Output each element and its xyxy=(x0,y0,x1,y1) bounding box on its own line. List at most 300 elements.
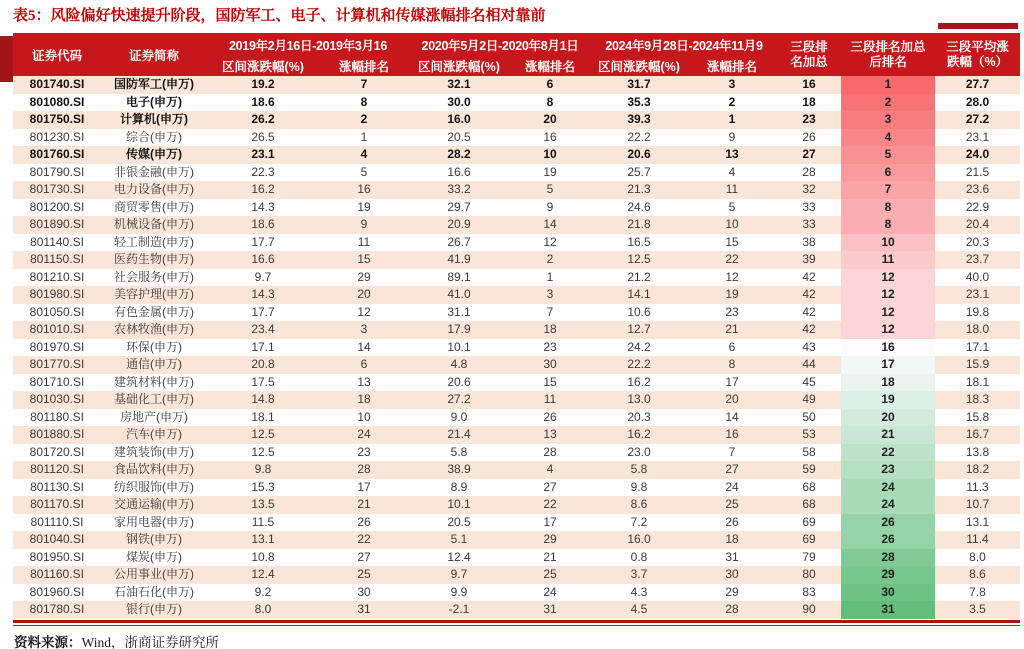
cell-name: 汽车(申万) xyxy=(126,427,182,441)
cell-rank-2019: 31 xyxy=(357,602,371,616)
cell-rank-2024: 14 xyxy=(725,409,739,424)
table-row xyxy=(13,129,1020,147)
cell-rank-sum: 32 xyxy=(802,182,816,196)
cell-final-rank: 21 xyxy=(841,426,935,444)
left-accent-bar xyxy=(0,36,13,82)
cell-name: 基础化工(申万) xyxy=(114,392,194,406)
table-title-text: 风险偏好快速提升阶段，国防军工、电子、计算机和传媒涨幅排名相对靠前 xyxy=(50,8,546,24)
cell-final-rank: 6 xyxy=(841,164,935,182)
cell-pct-2019: 8.0 xyxy=(254,602,272,616)
table-row xyxy=(13,304,1020,322)
header-cell-name: 证券简称 xyxy=(128,48,179,63)
page-title xyxy=(13,6,1024,26)
cell-pct-2020: 21.4 xyxy=(447,427,471,441)
cell-rank-2020: 11 xyxy=(543,392,557,406)
cell-rank-2020: 4 xyxy=(546,462,554,476)
cell-pct-2024: 21.3 xyxy=(627,182,651,196)
cell-final-rank: 16 xyxy=(841,339,935,357)
cell-name: 国防军工(申万) xyxy=(114,77,194,91)
cell-pct-2024: 25.7 xyxy=(627,164,651,179)
cell-pct-2019: 12.4 xyxy=(251,567,275,581)
cell-rank-sum: 50 xyxy=(802,409,816,424)
bottom-rule-thin xyxy=(13,625,1020,626)
cell-rank-sum: 45 xyxy=(802,374,816,389)
cell-rank-2019: 13 xyxy=(357,374,371,389)
cell-avg-pct: 13.8 xyxy=(965,444,990,459)
cell-avg-pct: 16.7 xyxy=(965,427,990,441)
cell-pct-2020: 27.2 xyxy=(447,392,471,406)
cell-pct-2024: 4.5 xyxy=(630,602,648,616)
cell-rank-2019: 28 xyxy=(357,462,371,476)
period3-range: 2024年9月28日-2024年11月9 xyxy=(605,39,763,53)
cell-avg-pct: 7.8 xyxy=(969,584,986,599)
cell-final-rank: 20 xyxy=(841,409,935,427)
cell-final-rank: 31 xyxy=(841,601,935,619)
cell-rank-2024: 31 xyxy=(725,549,739,564)
cell-rank-2024: 25 xyxy=(725,497,739,511)
cell-rank-sum: 79 xyxy=(802,549,816,564)
cell-name: 非银金融(申万) xyxy=(114,164,194,179)
cell-pct-2020: 5.8 xyxy=(450,444,468,459)
cell-pct-2019: 16.6 xyxy=(251,252,275,266)
cell-pct-2020: 26.7 xyxy=(447,234,471,249)
cell-name: 机械设备(申万) xyxy=(114,217,194,231)
cell-rank-sum: 80 xyxy=(802,567,816,581)
cell-pct-2024: 20.6 xyxy=(627,147,651,161)
cell-name: 交通运输(申万) xyxy=(114,497,194,511)
cell-rank-2024: 2 xyxy=(728,94,736,109)
cell-rank-2020: 26 xyxy=(543,409,557,424)
header-cell-code: 证券代码 xyxy=(31,48,82,63)
cell-code: 801720.SI xyxy=(29,444,85,459)
cell-rank-2024: 28 xyxy=(725,602,739,616)
cell-avg-pct: 22.9 xyxy=(965,199,990,214)
table-row xyxy=(13,496,1020,514)
cell-final-rank: 30 xyxy=(841,584,935,602)
cell-pct-2019: 22.3 xyxy=(251,164,275,179)
cell-avg-pct: 15.8 xyxy=(965,409,990,424)
cell-rank-sum: 42 xyxy=(802,304,816,319)
cell-rank-2020: 17 xyxy=(543,514,557,529)
cell-name: 煤炭(申万) xyxy=(126,549,182,564)
cell-rank-2019: 12 xyxy=(357,304,371,319)
cell-final-rank: 12 xyxy=(841,304,935,322)
footer-source xyxy=(14,631,1024,649)
cell-final-rank: 19 xyxy=(841,391,935,409)
cell-rank-2019: 2 xyxy=(360,112,368,126)
cell-avg-pct: 18.3 xyxy=(965,392,990,406)
cell-rank-2019: 14 xyxy=(357,339,371,354)
table-row xyxy=(13,269,1020,287)
period2-pct-label: 区间涨跌幅(%) xyxy=(418,59,500,74)
cell-rank-sum: 69 xyxy=(802,514,816,529)
cell-final-rank: 24 xyxy=(841,479,935,497)
cell-pct-2024: 13.0 xyxy=(627,392,651,406)
cell-pct-2024: 21.2 xyxy=(627,269,651,284)
cell-pct-2020: 20.6 xyxy=(447,374,471,389)
cell-pct-2024: 16.0 xyxy=(627,532,651,546)
cell-code: 801170.SI xyxy=(30,497,84,511)
cell-pct-2019: 14.3 xyxy=(251,287,275,301)
cell-rank-sum: 43 xyxy=(802,339,816,354)
cell-name: 环保(申万) xyxy=(126,339,182,354)
cell-rank-2019: 8 xyxy=(360,94,368,109)
cell-code: 801710.SI xyxy=(29,374,85,389)
cell-rank-2019: 7 xyxy=(360,77,368,91)
cell-rank-2020: 27 xyxy=(543,479,557,494)
table-row xyxy=(13,94,1020,112)
cell-rank-2019: 11 xyxy=(357,234,371,249)
cell-pct-2024: 16.2 xyxy=(627,427,651,441)
cell-pct-2019: 20.8 xyxy=(251,357,275,371)
cell-rank-sum: 68 xyxy=(802,479,816,494)
table-row xyxy=(13,479,1020,497)
cell-pct-2020: 5.1 xyxy=(450,532,468,546)
cell-rank-2024: 18 xyxy=(725,532,739,546)
cell-rank-2024: 3 xyxy=(728,77,736,91)
cell-pct-2019: 17.7 xyxy=(251,234,275,249)
table-row xyxy=(13,234,1020,252)
cell-rank-2024: 10 xyxy=(725,217,739,231)
cell-rank-sum: 53 xyxy=(802,427,816,441)
cell-code: 801080.SI xyxy=(29,94,85,109)
cell-rank-2024: 6 xyxy=(728,339,736,354)
cell-rank-2019: 15 xyxy=(357,252,371,266)
cell-code: 801160.SI xyxy=(30,567,84,581)
cell-avg-pct: 23.6 xyxy=(965,182,990,196)
table-row xyxy=(13,426,1020,444)
cell-rank-2020: 2 xyxy=(546,252,554,266)
table-row xyxy=(13,584,1020,602)
cell-rank-2024: 24 xyxy=(725,479,739,494)
cell-name: 食品饮料(申万) xyxy=(114,462,194,476)
cell-pct-2024: 23.0 xyxy=(627,444,651,459)
cell-name: 钢铁(申万) xyxy=(126,532,182,546)
period3-rank-label: 涨幅排名 xyxy=(706,59,757,74)
cell-code: 801180.SI xyxy=(30,409,84,424)
cell-avg-pct: 27.7 xyxy=(965,77,990,91)
cell-rank-2024: 20 xyxy=(725,392,739,406)
cell-rank-sum: 16 xyxy=(802,77,816,91)
cell-code: 801790.SI xyxy=(29,164,85,179)
header-cell-avg-pct: 三段平均涨 跌幅（%） xyxy=(946,39,1009,69)
table-row xyxy=(13,339,1020,357)
cell-pct-2019: 12.5 xyxy=(251,427,275,441)
cell-rank-sum: 39 xyxy=(802,252,816,266)
cell-rank-2024: 5 xyxy=(728,199,736,214)
cell-pct-2019: 14.8 xyxy=(251,392,275,406)
cell-rank-2020: 28 xyxy=(543,444,557,459)
cell-rank-sum: 33 xyxy=(802,199,816,214)
cell-pct-2019: 13.5 xyxy=(251,497,275,511)
cell-rank-2024: 22 xyxy=(725,252,739,266)
bottom-rule-thick xyxy=(13,620,1020,623)
cell-name: 房地产(申万) xyxy=(120,409,188,424)
cell-pct-2019: 18.1 xyxy=(251,409,275,424)
cell-pct-2020: 8.9 xyxy=(450,479,468,494)
cell-pct-2020: 38.9 xyxy=(447,462,471,476)
cell-rank-2019: 29 xyxy=(357,269,371,284)
cell-pct-2019: 26.5 xyxy=(251,129,275,144)
cell-avg-pct: 15.9 xyxy=(965,357,990,371)
cell-final-rank: 26 xyxy=(841,531,935,549)
cell-rank-2019: 20 xyxy=(357,287,371,301)
cell-pct-2020: 20.9 xyxy=(447,217,471,231)
cell-rank-2024: 12 xyxy=(725,269,739,284)
cell-pct-2020: 16.6 xyxy=(447,164,471,179)
cell-rank-sum: 90 xyxy=(802,602,816,616)
cell-name: 建筑材料(申万) xyxy=(114,374,194,389)
cell-name: 公用事业(申万) xyxy=(114,567,194,581)
cell-rank-sum: 83 xyxy=(802,584,816,599)
cell-avg-pct: 18.1 xyxy=(965,374,990,389)
period1-rank-label: 涨幅排名 xyxy=(338,59,389,74)
cell-avg-pct: 8.6 xyxy=(969,567,986,581)
cell-name: 传媒(申万) xyxy=(126,147,182,161)
cell-rank-sum: 26 xyxy=(802,129,816,144)
header-group-period2 xyxy=(409,33,591,76)
cell-rank-2019: 4 xyxy=(360,147,368,161)
table-row xyxy=(13,111,1020,129)
period1-range: 2019年2月16日-2019年3月16 xyxy=(229,39,387,53)
cell-avg-pct: 23.1 xyxy=(965,129,990,144)
table-row xyxy=(13,514,1020,532)
cell-rank-2020: 5 xyxy=(546,182,554,196)
cell-rank-2024: 1 xyxy=(728,112,736,126)
cell-rank-2024: 16 xyxy=(725,427,739,441)
cell-code: 801760.SI xyxy=(29,147,85,161)
cell-rank-2019: 24 xyxy=(357,427,371,441)
cell-pct-2024: 24.6 xyxy=(627,199,651,214)
cell-rank-2019: 5 xyxy=(360,164,368,179)
cell-code: 801200.SI xyxy=(29,199,85,214)
cell-code: 801980.SI xyxy=(29,287,85,301)
cell-rank-2020: 24 xyxy=(543,584,557,599)
cell-pct-2020: 32.1 xyxy=(447,77,471,91)
cell-avg-pct: 18.0 xyxy=(965,322,990,336)
cell-rank-2024: 9 xyxy=(728,129,736,144)
header-cell-rank-sum: 三段排 名加总 xyxy=(790,39,828,69)
cell-name: 医药生物(申万) xyxy=(114,252,194,266)
cell-avg-pct: 17.1 xyxy=(965,339,990,354)
cell-pct-2019: 10.8 xyxy=(251,549,275,564)
cell-rank-2020: 25 xyxy=(543,567,557,581)
cell-avg-pct: 11.3 xyxy=(966,479,989,494)
table-header xyxy=(13,33,1020,76)
cell-final-rank: 2 xyxy=(841,94,935,112)
table-number: 表5： xyxy=(13,8,51,24)
cell-rank-2019: 18 xyxy=(357,392,371,406)
cell-avg-pct: 8.0 xyxy=(969,549,986,564)
cell-final-rank: 8 xyxy=(841,199,935,217)
table-body xyxy=(13,76,1020,619)
cell-pct-2019: 11.5 xyxy=(251,514,275,529)
cell-name: 美容护理(申万) xyxy=(114,287,194,301)
cell-pct-2024: 31.7 xyxy=(627,77,651,91)
cell-rank-2020: 21 xyxy=(543,549,557,564)
source-text: Wind，浙商证券研究所 xyxy=(81,634,219,649)
cell-final-rank: 10 xyxy=(841,234,935,252)
table-row xyxy=(13,321,1020,339)
cell-final-rank: 22 xyxy=(841,444,935,462)
cell-rank-2019: 17 xyxy=(357,479,371,494)
cell-name: 商贸零售(申万) xyxy=(114,199,194,214)
period2-range: 2020年5月2日-2020年8月1日 xyxy=(421,39,579,53)
cell-final-rank: 12 xyxy=(841,286,935,304)
cell-rank-2020: 23 xyxy=(543,339,557,354)
cell-final-rank: 12 xyxy=(841,269,935,287)
cell-pct-2024: 5.8 xyxy=(630,462,648,476)
cell-rank-sum: 27 xyxy=(802,147,816,161)
cell-pct-2019: 23.1 xyxy=(251,147,275,161)
cell-rank-2019: 3 xyxy=(360,322,368,336)
cell-pct-2024: 7.2 xyxy=(630,514,648,529)
cell-pct-2019: 9.2 xyxy=(254,584,272,599)
cell-name: 电力设备(申万) xyxy=(114,182,194,196)
cell-rank-2020: 29 xyxy=(543,532,557,546)
industry-rank-table xyxy=(13,33,1020,626)
cell-rank-2019: 19 xyxy=(357,199,371,214)
cell-name: 社会服务(申万) xyxy=(114,269,194,284)
cell-name: 银行(申万) xyxy=(126,602,182,616)
cell-pct-2024: 21.8 xyxy=(627,217,651,231)
cell-name: 通信(申万) xyxy=(126,357,182,371)
cell-pct-2020: 29.7 xyxy=(447,199,471,214)
cell-code: 801130.SI xyxy=(30,479,84,494)
table-row xyxy=(13,601,1020,619)
cell-pct-2020: 41.9 xyxy=(447,252,471,266)
cell-rank-2019: 26 xyxy=(357,514,371,529)
cell-rank-sum: 44 xyxy=(802,357,816,371)
cell-avg-pct: 27.2 xyxy=(965,112,990,126)
cell-name: 轻工制造(申万) xyxy=(114,234,194,249)
cell-pct-2024: 14.1 xyxy=(627,287,651,301)
cell-rank-2024: 30 xyxy=(725,567,739,581)
cell-avg-pct: 21.5 xyxy=(965,164,990,179)
cell-rank-2024: 21 xyxy=(725,322,739,336)
cell-code: 801880.SI xyxy=(29,427,85,441)
cell-rank-2024: 4 xyxy=(728,164,736,179)
table-row xyxy=(13,391,1020,409)
cell-avg-pct: 11.4 xyxy=(966,532,989,546)
cell-final-rank: 17 xyxy=(841,356,935,374)
cell-name: 农林牧渔(申万) xyxy=(114,322,194,336)
cell-pct-2019: 13.1 xyxy=(251,532,275,546)
cell-pct-2019: 23.4 xyxy=(251,322,275,336)
cell-code: 801780.SI xyxy=(29,602,85,616)
cell-avg-pct: 28.0 xyxy=(965,94,990,109)
cell-pct-2019: 17.1 xyxy=(251,339,275,354)
cell-pct-2019: 17.5 xyxy=(251,374,275,389)
table-row xyxy=(13,286,1020,304)
top-right-accent-bar xyxy=(938,23,1018,29)
cell-name: 综合(申万) xyxy=(126,129,182,144)
cell-avg-pct: 20.4 xyxy=(965,217,990,231)
table-row xyxy=(13,461,1020,479)
cell-pct-2024: 12.7 xyxy=(627,322,651,336)
cell-rank-2020: 14 xyxy=(543,217,557,231)
cell-pct-2019: 9.7 xyxy=(254,269,272,284)
cell-final-rank: 11 xyxy=(841,251,935,269)
cell-pct-2020: 9.0 xyxy=(450,409,468,424)
cell-pct-2019: 16.2 xyxy=(251,182,275,196)
cell-final-rank: 26 xyxy=(841,514,935,532)
table-row xyxy=(13,164,1020,182)
cell-rank-2019: 27 xyxy=(357,549,371,564)
cell-pct-2019: 18.6 xyxy=(251,94,275,109)
cell-pct-2020: 9.7 xyxy=(450,567,468,581)
cell-rank-2020: 6 xyxy=(546,77,554,91)
cell-pct-2020: 12.4 xyxy=(447,549,471,564)
cell-rank-2020: 10 xyxy=(543,147,557,161)
cell-rank-sum: 23 xyxy=(802,112,816,126)
cell-final-rank: 4 xyxy=(841,129,935,147)
cell-rank-sum: 42 xyxy=(802,269,816,284)
cell-avg-pct: 20.3 xyxy=(965,234,990,249)
cell-pct-2020: 16.0 xyxy=(447,112,471,126)
period1-pct-label: 区间涨跌幅(%) xyxy=(222,59,304,74)
cell-rank-2020: 19 xyxy=(543,164,557,179)
cell-code: 801960.SI xyxy=(29,584,85,599)
cell-pct-2020: 33.2 xyxy=(447,182,471,196)
cell-rank-2020: 22 xyxy=(543,497,557,511)
cell-pct-2024: 16.2 xyxy=(627,374,651,389)
cell-rank-2024: 19 xyxy=(725,287,739,301)
cell-pct-2019: 19.2 xyxy=(251,77,275,91)
cell-final-rank: 7 xyxy=(841,181,935,199)
cell-rank-2024: 15 xyxy=(725,234,739,249)
cell-pct-2020: 9.9 xyxy=(450,584,468,599)
cell-code: 801970.SI xyxy=(29,339,85,354)
cell-rank-2020: 1 xyxy=(546,269,554,284)
cell-rank-2019: 6 xyxy=(360,357,368,371)
cell-rank-2020: 18 xyxy=(543,322,557,336)
cell-final-rank: 3 xyxy=(841,111,935,129)
cell-pct-2024: 10.6 xyxy=(627,304,651,319)
cell-pct-2020: 31.1 xyxy=(447,304,471,319)
cell-rank-2024: 17 xyxy=(725,374,739,389)
cell-code: 801770.SI xyxy=(29,357,85,371)
table-row xyxy=(13,409,1020,427)
header-cell-final-rank: 三段排名加总 后排名 xyxy=(850,39,926,69)
cell-pct-2020: 41.0 xyxy=(447,287,471,301)
cell-avg-pct: 18.2 xyxy=(965,462,990,476)
cell-rank-sum: 42 xyxy=(802,287,816,301)
cell-rank-2024: 13 xyxy=(725,147,739,161)
cell-pct-2024: 20.3 xyxy=(627,409,651,424)
cell-pct-2019: 18.6 xyxy=(251,217,275,231)
table-row xyxy=(13,199,1020,217)
cell-code: 801040.SI xyxy=(29,532,85,546)
period3-pct-label: 区间涨跌幅(%) xyxy=(598,59,680,74)
cell-pct-2024: 12.5 xyxy=(627,252,651,266)
cell-code: 801230.SI xyxy=(29,129,85,144)
cell-rank-2019: 30 xyxy=(357,584,371,599)
cell-pct-2024: 22.2 xyxy=(627,357,651,371)
table-row xyxy=(13,566,1020,584)
cell-pct-2020: 20.5 xyxy=(447,514,471,529)
cell-rank-2020: 8 xyxy=(546,94,554,109)
cell-code: 801120.SI xyxy=(30,462,84,476)
cell-rank-2024: 29 xyxy=(725,584,739,599)
cell-rank-2020: 16 xyxy=(543,129,557,144)
cell-code: 801890.SI xyxy=(29,217,85,231)
cell-pct-2019: 26.2 xyxy=(251,112,275,126)
cell-pct-2024: 39.3 xyxy=(627,112,651,126)
cell-code: 801150.SI xyxy=(30,252,84,266)
table-row xyxy=(13,531,1020,549)
cell-pct-2020: 20.5 xyxy=(447,129,471,144)
